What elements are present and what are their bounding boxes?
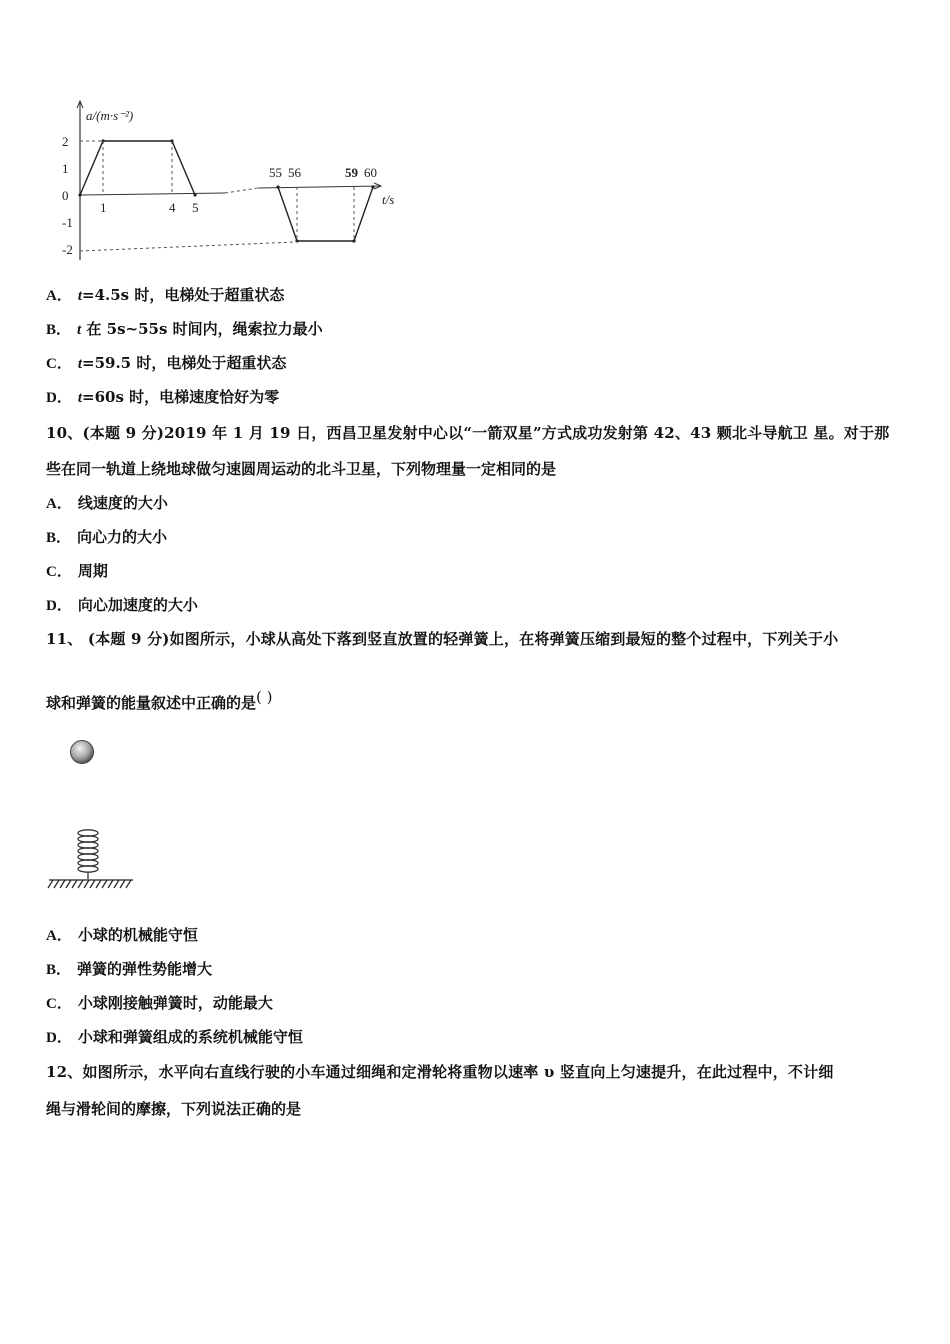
- data-point: [371, 185, 374, 188]
- x-tick-label: 56: [288, 165, 301, 180]
- q9-option-b: B． t 在 5s~55s 时间内，绳索拉力最小: [46, 320, 323, 338]
- x-tick-label: 59: [345, 165, 358, 180]
- y-tick-label: -2: [62, 242, 73, 257]
- q10-option-a: A． 线速度的大小: [46, 494, 168, 512]
- data-point: [352, 239, 355, 242]
- ground: [48, 880, 133, 888]
- x-axis-label: t/s: [382, 192, 395, 207]
- data-point: [276, 185, 279, 188]
- q9-option-c: C． t=59.5 时，电梯处于超重状态: [46, 354, 287, 372]
- x-tick-label: 1: [100, 200, 107, 215]
- q9-option-a: A． t=4.5s 时，电梯处于超重状态: [46, 286, 285, 304]
- answer-bracket: ( ): [256, 688, 273, 706]
- x-axis-right: [258, 186, 380, 188]
- y-tick-label: 1: [62, 161, 69, 176]
- x-tick-label: 55: [269, 165, 282, 180]
- y-axis-label: a/(m·s⁻²): [86, 108, 134, 123]
- q10-option-b: B． 向心力的大小: [46, 528, 168, 546]
- q10-option-d: D． 向心加速度的大小: [46, 596, 198, 614]
- acceleration-time-chart: [50, 100, 420, 275]
- spring: [78, 830, 98, 879]
- q10-option-c: C． 周期: [46, 562, 108, 580]
- q11-option-a: A． 小球的机械能守恒: [46, 926, 198, 944]
- q11-option-b: B． 弹簧的弹性势能增大: [46, 960, 213, 978]
- q11-option-d: D． 小球和弹簧组成的系统机械能守恒: [46, 1028, 303, 1046]
- q11-option-c: C． 小球刚接触弹簧时，动能最大: [46, 994, 273, 1012]
- q12-stem-line2: 绳与滑轮间的摩擦，下列说法正确的是: [46, 1100, 302, 1118]
- x-axis-left: [80, 193, 225, 195]
- y-tick-label: -1: [62, 215, 73, 230]
- series-line: [278, 187, 373, 241]
- q9-option-d: D． t=60s 时，电梯速度恰好为零: [46, 388, 280, 406]
- ball: [71, 741, 94, 764]
- q12-stem-line1: 12、如图所示，水平向右直线行驶的小车通过细绳和定滑轮将重物以速率 υ 竖直向上匀速提升，在此过程中，不计细: [46, 1063, 834, 1081]
- ball-spring-figure: [44, 735, 144, 895]
- data-point: [193, 193, 196, 196]
- q10-stem-line1: 10、(本题 9 分)2019 年 1 月 19 日，西昌卫星发射中心以“一箭双星”方式成功发射第 42、43 颗北斗导航卫 星。对于那: [46, 424, 890, 442]
- x-tick-label: 4: [169, 200, 176, 215]
- x-tick-label: 5: [192, 200, 199, 215]
- q11-stem-line2: 球和弹簧的能量叙述中正确的是( ): [46, 688, 273, 712]
- x-tick-label: 60: [364, 165, 377, 180]
- guide-line-a-2: [80, 242, 297, 251]
- y-tick-label: 0: [62, 188, 69, 203]
- series-line: [80, 141, 195, 195]
- x-axis-break: [225, 188, 258, 193]
- q10-stem-line2: 些在同一轨道上绕地球做匀速圆周运动的北斗卫星，下列物理量一定相同的是: [46, 460, 557, 478]
- y-tick-label: 2: [62, 134, 69, 149]
- data-point: [78, 193, 81, 196]
- q11-stem-line1: 11、 (本题 9 分)如图所示，小球从高处下落到竖直放置的轻弹簧上，在将弹簧压缩到最短的整个过程中，下列关于小: [46, 630, 839, 648]
